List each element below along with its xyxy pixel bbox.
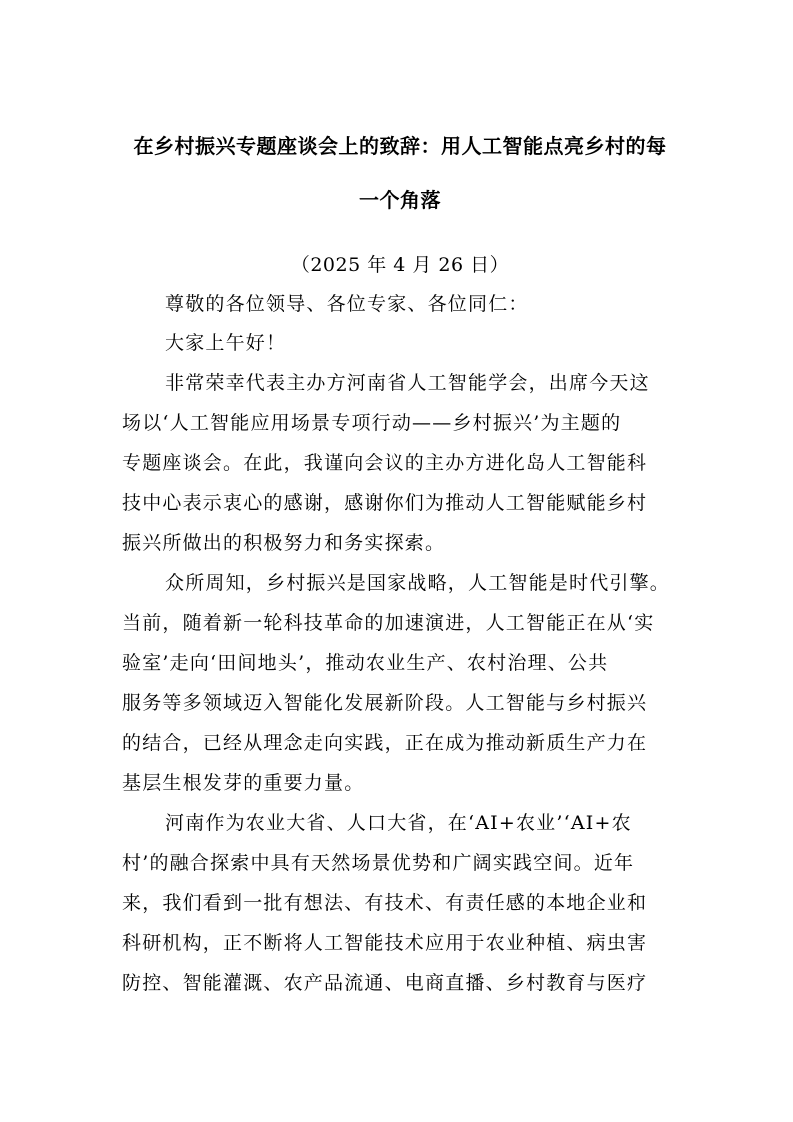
salutation: 尊敬的各位领导、各位专家、各位同仁： xyxy=(165,293,529,315)
paragraph-line: 众所周知，乡村振兴是国家战略，人工智能是时代引擎。 xyxy=(165,572,671,594)
paragraph-line: 河南作为农业大省、人口大省，在‘AI+农业’‘AI+农 xyxy=(165,812,632,834)
paragraph-line: 的结合，已经从理念走向实践，正在成为推动新质生产力在 xyxy=(122,732,648,754)
paragraph-line: 来，我们看到一批有想法、有技术、有责任感的本地企业和 xyxy=(122,892,648,914)
paragraph-line: 场以‘人工智能应用场景专项行动——乡村振兴’为主题的 xyxy=(122,412,622,434)
paragraph-line: 当前，随着新一轮科技革命的加速演进，人工智能正在从‘实 xyxy=(122,612,655,634)
document-title-line-2: 一个角落 xyxy=(359,188,441,212)
paragraph-line: 振兴所做出的积极努力和务实探索。 xyxy=(122,532,446,554)
paragraph-line: 防控、智能灌溉、农产品流通、电商直播、乡村教育与医疗 xyxy=(122,972,648,994)
paragraph-line: 非常荣幸代表主办方河南省人工智能学会，出席今天这 xyxy=(165,372,650,394)
paragraph-line: 技中心表示衷心的感谢，感谢你们为推动人工智能赋能乡村 xyxy=(122,492,648,514)
document-title-line-1: 在乡村振兴专题座谈会上的致辞：用人工智能点亮乡村的每 xyxy=(133,134,667,158)
paragraph-line: 服务等多领域迈入智能化发展新阶段。人工智能与乡村振兴 xyxy=(122,692,648,714)
paragraph-line: 基层生根发芽的重要力量。 xyxy=(122,772,365,794)
paragraph-line: 专题座谈会。在此，我谨向会议的主办方进化岛人工智能科 xyxy=(122,452,648,474)
greeting: 大家上午好！ xyxy=(165,332,287,354)
paragraph-line: 科研机构，正不断将人工智能技术应用于农业种植、病虫害 xyxy=(122,932,648,954)
document-date: （2025 年 4 月 26 日） xyxy=(290,254,510,276)
paragraph-line: 村’的融合探索中具有天然场景优势和广阔实践空间。近年 xyxy=(122,852,635,874)
paragraph-line: 验室’走向‘田间地头’，推动农业生产、农村治理、公共 xyxy=(122,652,609,674)
